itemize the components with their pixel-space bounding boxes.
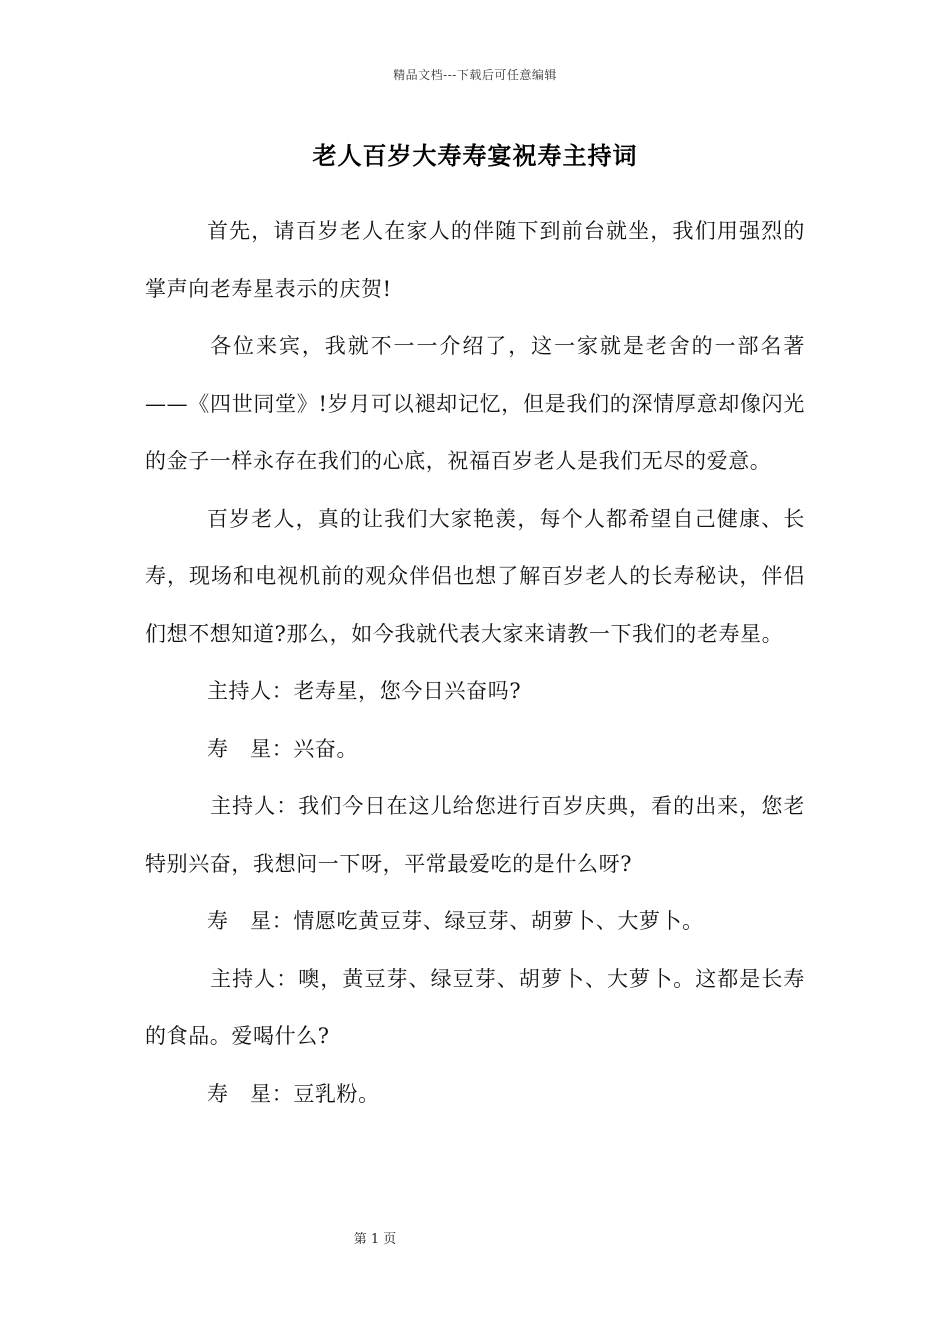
paragraph: 各位来宾，我就不一一介绍了，这一家就是老舍的一部名著——《四世同堂》!岁月可以褪却记忆，但是我们的深情厚意却像闪光的金子一样永存在我们的心底，祝福百岁老人是我们无尽的爱意。 bbox=[145, 334, 805, 473]
dialogue-line: 寿 星：豆乳粉。 bbox=[206, 1081, 380, 1106]
dialogue-line: 主持人：我们今日在这儿给您进行百岁庆典，看的出来，您老特别兴奋，我想问一下呀，平常最爱吃的是什么呀? bbox=[145, 794, 805, 876]
dialogue-line: 主持人：噢，黄豆芽、绿豆芽、胡萝卜、大萝卜。这都是长寿的食品。爱喝什么? bbox=[145, 966, 805, 1048]
page-header: 精品文档---下载后可任意编辑 bbox=[393, 68, 557, 82]
paragraph: 百岁老人，真的让我们大家艳羡，每个人都希望自己健康、长寿，现场和电视机前的观众伴侣也想了解百岁老人的长寿秘诀，伴侣们想不想知道?那么，如今我就代表大家来请教一下我们的老寿星。 bbox=[145, 506, 805, 646]
dialogue-line: 寿 星：兴奋。 bbox=[206, 736, 359, 761]
paragraph: 首先，请百岁老人在家人的伴随下到前台就坐，我们用强烈的掌声向老寿星表示的庆贺! bbox=[145, 219, 805, 301]
document-body bbox=[145, 203, 805, 1123]
document-title: 老人百岁大寿寿宴祝寿主持词 bbox=[312, 141, 638, 170]
page-number: 第 1 页 bbox=[353, 1232, 397, 1247]
dialogue-line: 主持人：老寿星，您今日兴奋吗? bbox=[206, 679, 522, 703]
dialogue-line: 寿 星：情愿吃黄豆芽、绿豆芽、胡萝卜、大萝卜。 bbox=[206, 909, 704, 933]
